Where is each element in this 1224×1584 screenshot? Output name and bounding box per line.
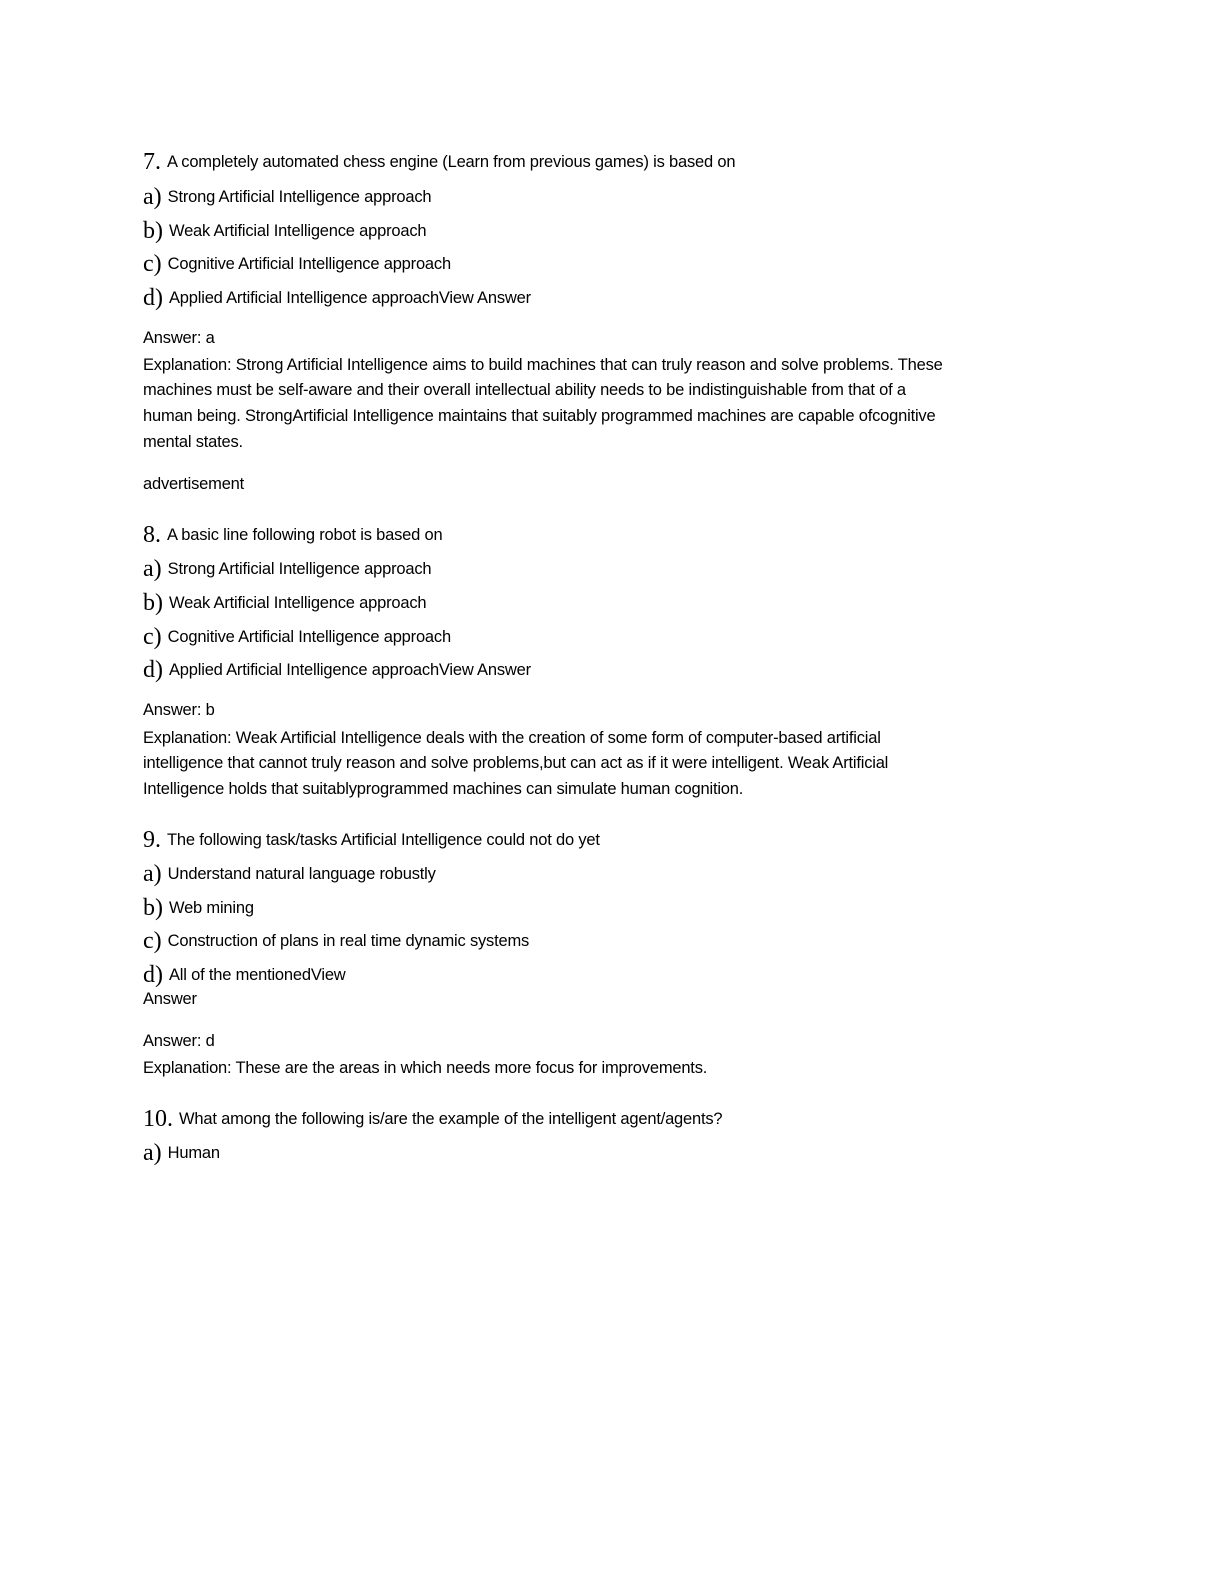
answer-option: [143, 895, 254, 921]
question-text-text: The following task/tasks Artificial Intelligence could not do yet: [167, 831, 600, 849]
answer-option-text: Construction of plans in real time dynamic systems: [167, 932, 530, 950]
answer-option: [143, 657, 531, 683]
explanation-line: [143, 355, 943, 375]
answer-option-text: Strong Artificial Intelligence approach: [167, 188, 432, 206]
advertisement-label: [143, 474, 244, 494]
question-text: [143, 827, 600, 853]
option-letter: d): [143, 962, 163, 988]
option-letter: c): [143, 251, 162, 277]
option-letter: a): [143, 556, 162, 582]
question-number: 8.: [143, 522, 161, 548]
answer-option-text: Weak Artificial Intelligence approach: [169, 222, 427, 240]
explanation-line-text: Explanation: These are the areas in which needs more focus for improvements.: [143, 1059, 708, 1077]
question-text-text: What among the following is/are the example of the intelligent agent/agents?: [179, 1110, 723, 1128]
explanation-line-text: mental states.: [143, 433, 243, 451]
answer-label-text: Answer: b: [143, 701, 215, 719]
answer-label: [143, 328, 215, 348]
answer-option: [143, 184, 432, 210]
explanation-line-text: Explanation: Strong Artificial Intelligence aims to build machines that can truly reason and solve problems. These: [143, 356, 943, 374]
question-text-text: A basic line following robot is based on: [167, 526, 443, 544]
answer-label: [143, 1031, 215, 1051]
answer-option-text: Weak Artificial Intelligence approach: [169, 594, 427, 612]
option-continuation: [143, 989, 197, 1009]
explanation-line: [143, 380, 906, 400]
answer-option-text: Strong Artificial Intelligence approach: [167, 560, 432, 578]
explanation-line: [143, 1058, 707, 1078]
option-letter: b): [143, 590, 163, 616]
answer-option-text: Web mining: [169, 899, 254, 917]
answer-option-text: Human: [167, 1144, 220, 1162]
answer-label-text: Answer: a: [143, 329, 215, 347]
explanation-line-text: Explanation: Weak Artificial Intelligence deals with the creation of some form of computer-based artificial: [143, 729, 881, 747]
explanation-line: [143, 779, 743, 799]
answer-option-text: Applied Artificial Intelligence approachView Answer: [169, 661, 531, 679]
option-letter: a): [143, 1140, 162, 1166]
answer-option: [143, 590, 427, 616]
answer-label-text: Answer: d: [143, 1032, 215, 1050]
explanation-line: [143, 406, 935, 426]
question-text: [143, 149, 736, 175]
option-letter: c): [143, 928, 162, 954]
answer-option-text: Applied Artificial Intelligence approachView Answer: [169, 289, 531, 307]
option-letter: a): [143, 184, 162, 210]
option-letter: d): [143, 657, 163, 683]
answer-option: [143, 1140, 220, 1166]
answer-option: [143, 285, 531, 311]
answer-option: [143, 928, 530, 954]
answer-option-text: Understand natural language robustly: [167, 865, 436, 883]
question-number: 9.: [143, 827, 161, 853]
answer-option: [143, 962, 346, 988]
explanation-line: [143, 753, 888, 773]
answer-option-text: Cognitive Artificial Intelligence approach: [167, 628, 451, 646]
answer-option: [143, 556, 432, 582]
explanation-line-text: Intelligence holds that suitablyprogrammed machines can simulate human cognition.: [143, 780, 744, 798]
question-number: 7.: [143, 149, 161, 175]
answer-label: [143, 700, 215, 720]
answer-option: [143, 861, 436, 887]
option-letter: b): [143, 895, 163, 921]
option-letter: a): [143, 861, 162, 887]
explanation-line-text: intelligence that cannot truly reason and solve problems,but can act as if it were intelligent. Weak Artificial: [143, 754, 889, 772]
option-letter: c): [143, 624, 162, 650]
explanation-line: [143, 728, 881, 748]
question-text: [143, 522, 443, 548]
answer-option-text: Cognitive Artificial Intelligence approach: [167, 255, 451, 273]
question-text: [143, 1106, 723, 1132]
question-number: 10.: [143, 1106, 173, 1132]
answer-option: [143, 624, 451, 650]
option-continuation-text: Answer: [143, 990, 197, 1008]
option-letter: d): [143, 285, 163, 311]
option-letter: b): [143, 218, 163, 244]
answer-option: [143, 218, 427, 244]
answer-option: [143, 251, 451, 277]
explanation-line-text: human being. StrongArtificial Intelligence maintains that suitably programmed machines are capable ofcognitive: [143, 407, 936, 425]
answer-option-text: All of the mentionedView: [169, 966, 346, 984]
explanation-line: [143, 432, 243, 452]
question-text-text: A completely automated chess engine (Learn from previous games) is based on: [167, 153, 736, 171]
explanation-line-text: machines must be self-aware and their overall intellectual ability needs to be indistinguishable from that of a: [143, 381, 906, 399]
advertisement-label-text: advertisement: [143, 475, 245, 493]
